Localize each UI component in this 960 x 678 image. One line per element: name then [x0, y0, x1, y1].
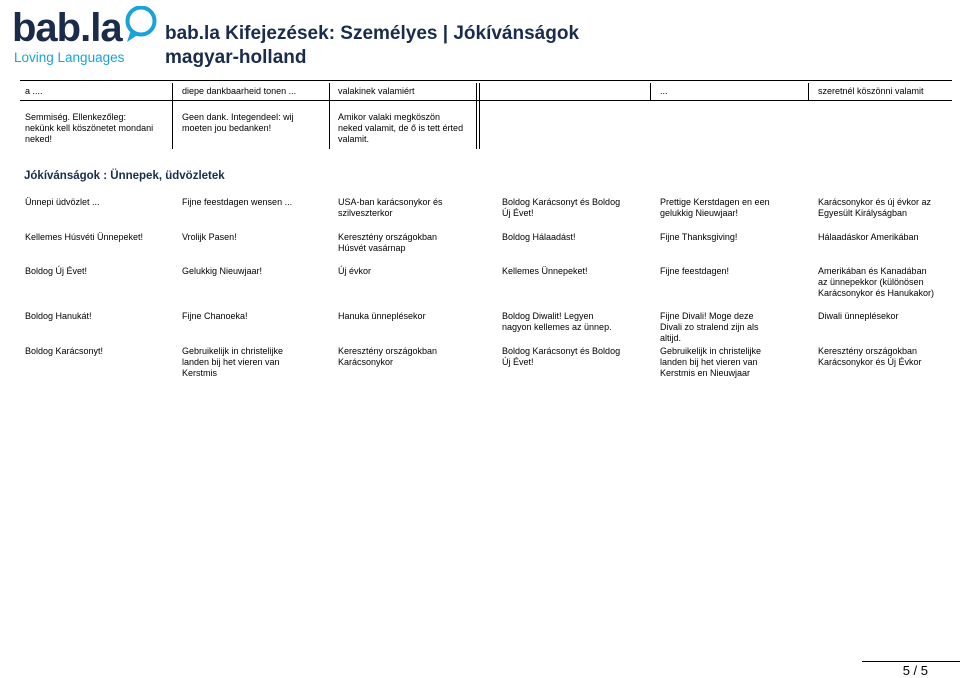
phrase-cell: Karácsonykor és új évkor az Egyesült Királyságban [818, 197, 932, 218]
brand-tagline: Loving Languages [14, 50, 125, 65]
top-row-cell: valakinek valamiért [338, 86, 415, 96]
phrase-cell: Gebruikelijk in christelijke landen bij het vieren van Kerstmis en Nieuwjaar [660, 346, 762, 378]
column-divider [479, 83, 480, 149]
phrase-cell: Boldog Karácsonyt! [25, 346, 104, 356]
phrase-cell: Új évkor [338, 266, 372, 276]
phrase-cell: Fijne Chanoeka! [182, 311, 248, 321]
section-title: Jókívánságok : Ünnepek, üdvözletek [24, 170, 225, 182]
phrase-cell: Boldog Karácsonyt és Boldog Új Évet! [502, 197, 621, 218]
brand-name: bab.la [12, 6, 122, 50]
top-row-cell: szeretnél köszönni valamit [818, 86, 924, 96]
phrase-cell: Fijne Divali! Moge deze Divali zo stralend zijn als altijd. [660, 311, 759, 343]
column-divider [476, 83, 477, 149]
top-row-divider [20, 100, 952, 101]
top-row-cell: ... [660, 86, 668, 96]
phrase-cell: Amikor valaki megköszön neked valamit, de ő is tett érted valamit. [338, 112, 464, 144]
phrase-cell: Fijne feestdagen wensen ... [182, 197, 293, 207]
phrase-cell: Prettige Kerstdagen en een gelukkig Nieuwjaar! [660, 197, 770, 218]
page-title: bab.la Kifejezések: Személyes | Jókívánságok magyar-holland [165, 23, 580, 68]
phrase-cell: Amerikában és Kanadában az ünnepekkor (különösen Karácsonykor és Hanukakor) [818, 266, 935, 298]
phrase-cell: Hálaadáskor Amerikában [818, 232, 919, 242]
phrase-cell: Boldog Új Évet! [25, 266, 88, 276]
phrase-cell: Boldog Hanukát! [25, 311, 92, 321]
phrase-cell: Vrolijk Pasen! [182, 232, 237, 242]
page-number: 5 / 5 [902, 663, 928, 678]
phrase-cell: Gelukkig Nieuwjaar! [182, 266, 263, 276]
phrase-cell: Boldog Karácsonyt és Boldog Új Évet! [502, 346, 621, 367]
phrase-cell: Boldog Diwalit! Legyen nagyon kellemes az ünnep. [502, 311, 612, 332]
phrase-cell: Semmiség. Ellenkezőleg: nekünk kell köszönetet mondani neked! [25, 112, 154, 144]
phrase-cell: Ünnepi üdvözlet ... [25, 197, 100, 207]
header-divider [20, 80, 952, 81]
column-divider [650, 83, 651, 100]
phrase-cell: Keresztény országokban Húsvét vasárnap [338, 232, 438, 253]
phrase-cell: Hanuka ünneplésekor [338, 311, 426, 321]
phrase-cell: Kellemes Húsvéti Ünnepeket! [25, 232, 144, 242]
speech-bubble-icon [123, 6, 159, 44]
phrase-cell: Kellemes Ünnepeket! [502, 266, 588, 276]
phrase-cell: Geen dank. Integendeel: wij moeten jou bedanken! [182, 112, 294, 133]
phrase-cell: Gebruikelijk in christelijke landen bij het vieren van Kerstmis [182, 346, 284, 378]
column-divider [808, 83, 809, 100]
phrase-cell: Diwali ünneplésekor [818, 311, 899, 321]
phrase-cell: Keresztény országokban Karácsonykor és Új Évkor [818, 346, 922, 367]
footer-divider [862, 661, 960, 662]
phrase-cell: Fijne Thanksgiving! [660, 232, 738, 242]
top-row-cell: diepe dankbaarheid tonen ... [182, 86, 297, 96]
phrase-cell: Keresztény országokban Karácsonykor [338, 346, 438, 367]
top-row-cell: a .... [25, 86, 43, 96]
column-divider [172, 83, 173, 149]
brand-logo[interactable] [12, 6, 152, 68]
column-divider [329, 83, 330, 149]
phrase-cell: USA-ban karácsonykor és szilveszterkor [338, 197, 443, 218]
phrase-cell: Fijne feestdagen! [660, 266, 730, 276]
phrase-cell: Boldog Hálaadást! [502, 232, 576, 242]
